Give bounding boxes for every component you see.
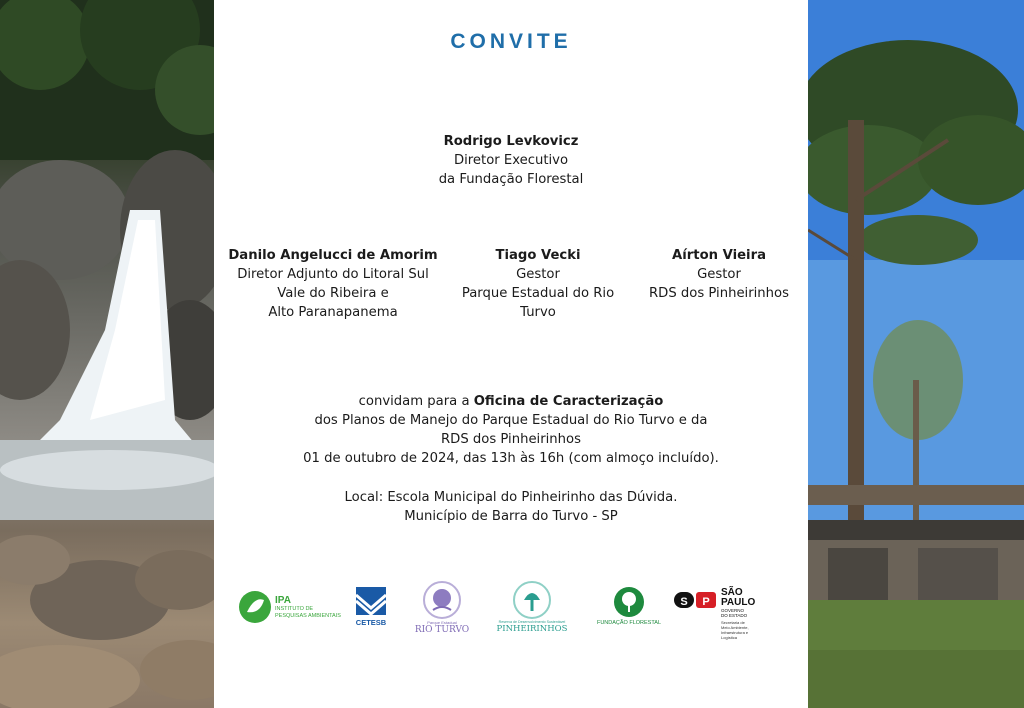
executive-role: Diretor Executivo bbox=[453, 153, 569, 168]
pinheirinhos-name: PINHEIRINHOS bbox=[496, 624, 568, 634]
person-name: Danilo Angelucci de Amorim bbox=[228, 248, 438, 263]
pinheirinhos-line: Reserva de Desenvolvimento Sustentável bbox=[498, 620, 566, 624]
sp-line: PAULO bbox=[721, 597, 756, 608]
person-tiago bbox=[451, 246, 625, 322]
pinheirinhos-emblem-icon bbox=[512, 580, 552, 620]
sp-secretaria: Meio Ambiente, bbox=[721, 625, 749, 630]
sp-line: GOVERNO bbox=[721, 608, 745, 613]
invitation-panel bbox=[214, 0, 808, 708]
pinheirinhos-logo bbox=[490, 580, 574, 634]
sp-secretaria: Logística bbox=[721, 635, 738, 640]
person-danilo bbox=[220, 246, 446, 322]
person-airton bbox=[637, 246, 801, 303]
cetesb-label: CETESB bbox=[355, 618, 387, 627]
fundacao-florestal-logo bbox=[594, 586, 664, 626]
person-line: Turvo bbox=[520, 305, 556, 320]
araucaria-photo bbox=[808, 0, 1024, 708]
rio-turvo-emblem-icon bbox=[422, 580, 462, 620]
sp-mark-letter-s: S bbox=[680, 596, 688, 608]
sp-line: SÃO bbox=[721, 587, 743, 598]
waterfall-photo bbox=[0, 0, 214, 708]
invitation-body bbox=[214, 392, 808, 468]
executive-org: da Fundação Florestal bbox=[438, 172, 584, 187]
sp-governo-logo bbox=[674, 588, 755, 640]
person-line: Gestor bbox=[516, 267, 560, 282]
invitation-line: dos Planos de Manejo do Parque Estadual do Rio Turvo e da bbox=[314, 413, 708, 428]
person-line: Alto Paranapanema bbox=[268, 305, 398, 320]
invitation-line: RDS dos Pinheirinhos bbox=[441, 432, 581, 447]
fundacao-label: FUNDAÇÃO FLORESTAL bbox=[596, 620, 662, 626]
person-line: Gestor bbox=[697, 267, 741, 282]
location-line: Local: Escola Municipal do Pinheirinho das Dúvida. bbox=[344, 490, 678, 505]
sp-secretaria: Secretaria de bbox=[721, 620, 745, 625]
sp-mark-letter-p: P bbox=[702, 596, 710, 608]
rio-turvo-name: RIO TURVO bbox=[414, 625, 470, 635]
sp-line: DO ESTADO bbox=[721, 613, 748, 618]
cetesb-logo bbox=[355, 586, 387, 627]
sp-secretaria: Infraestrutura e bbox=[721, 630, 749, 635]
ipa-line: INSTITUTO DE bbox=[275, 605, 314, 612]
invitation-prefix: convidam para a bbox=[358, 394, 474, 409]
ipa-leaf-icon bbox=[238, 590, 272, 624]
person-line: Diretor Adjunto do Litoral Sul bbox=[237, 267, 429, 282]
rio-turvo-line: Parque Estadual bbox=[427, 620, 457, 625]
rio-turvo-logo bbox=[410, 580, 474, 635]
event-date: 01 de outubro de 2024, das 13h às 16h (com almoço incluído). bbox=[303, 451, 719, 466]
ipa-abbr: IPA bbox=[275, 594, 291, 606]
invitation-title: CONVITE bbox=[450, 30, 572, 53]
sp-mark-icon bbox=[674, 588, 718, 612]
ipa-line: PESQUISAS AMBIENTAIS bbox=[275, 612, 341, 619]
executive-name: Rodrigo Levkovicz bbox=[443, 134, 579, 149]
person-line: Parque Estadual do Rio bbox=[461, 286, 615, 301]
person-name: Tiago Vecki bbox=[495, 248, 581, 263]
location-block bbox=[214, 488, 808, 526]
ipa-logo bbox=[238, 590, 341, 624]
location-line: Município de Barra do Turvo - SP bbox=[404, 509, 618, 524]
tree-icon bbox=[613, 586, 645, 618]
person-name: Aírton Vieira bbox=[672, 248, 766, 263]
person-line: RDS dos Pinheirinhos bbox=[649, 286, 789, 301]
partner-logos bbox=[214, 578, 808, 648]
executive-block bbox=[214, 132, 808, 189]
event-name: Oficina de Caracterização bbox=[473, 394, 664, 409]
person-line: Vale do Ribeira e bbox=[277, 286, 389, 301]
cetesb-wave-icon bbox=[355, 586, 387, 616]
